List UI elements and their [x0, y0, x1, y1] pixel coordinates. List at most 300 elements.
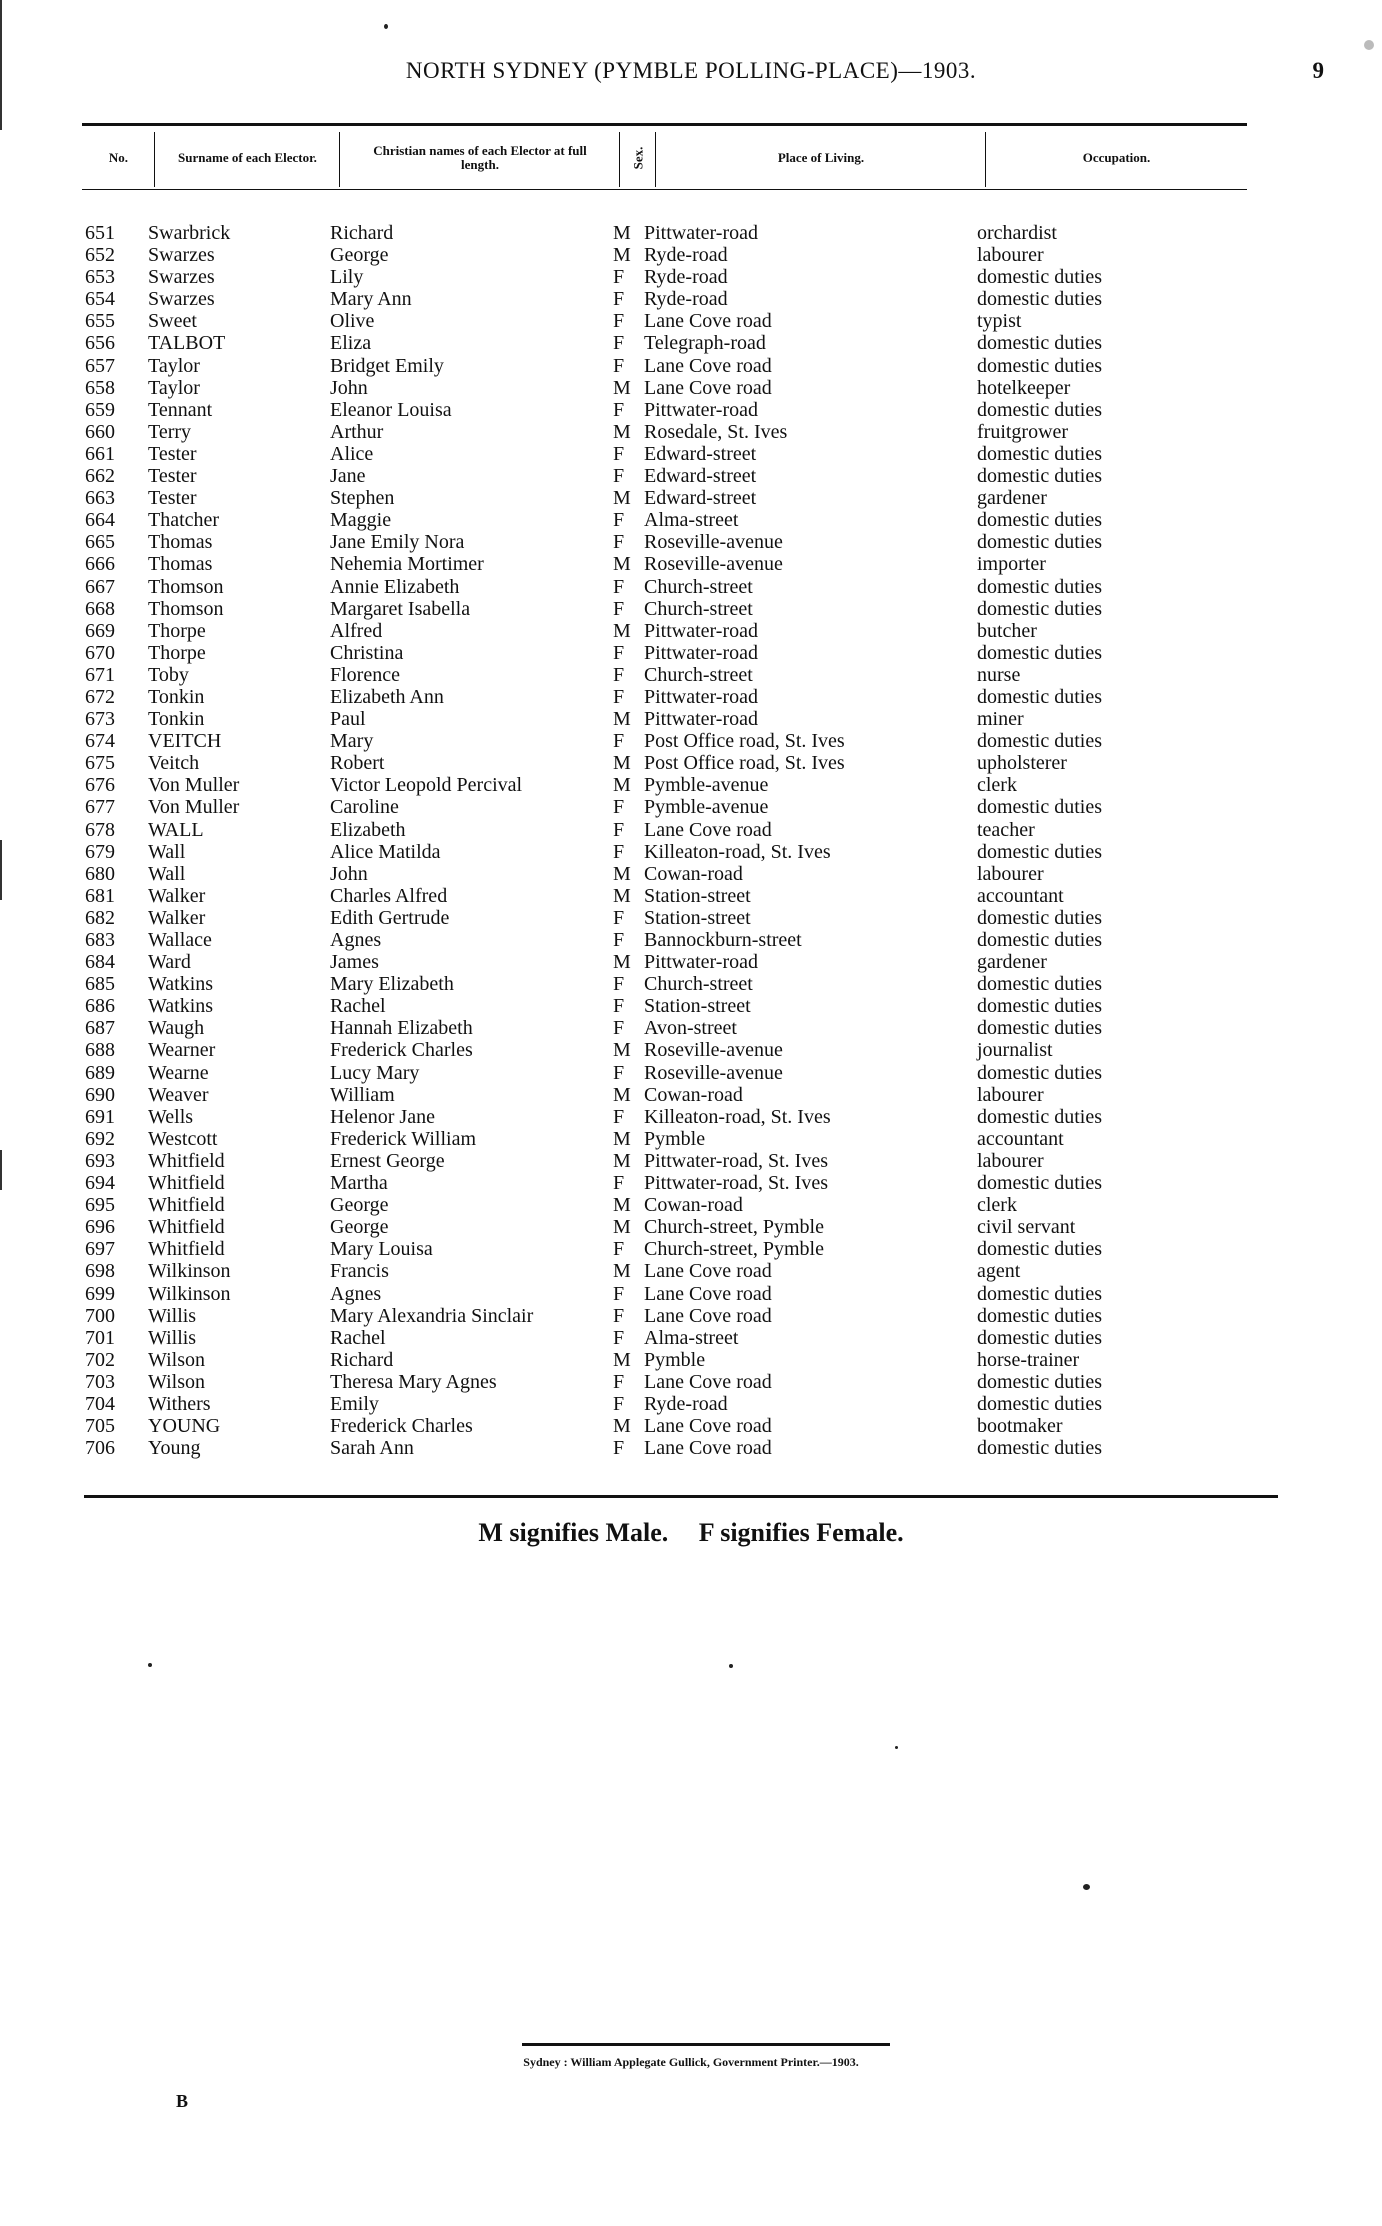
elector-occupation: domestic duties	[977, 398, 1102, 421]
table-row	[0, 1194, 1382, 1216]
elector-place: Pittwater-road	[644, 398, 759, 421]
table-row	[0, 377, 1382, 399]
elector-surname: Ward	[148, 951, 191, 974]
elector-place: Alma-street	[644, 509, 739, 532]
elector-surname: Watkins	[148, 973, 214, 996]
elector-surname: YOUNG	[148, 1415, 221, 1438]
elector-surname: Willis	[148, 1326, 197, 1349]
table-row	[0, 708, 1382, 730]
elector-occupation: domestic duties	[977, 531, 1102, 554]
elector-christian-names: Alice Matilda	[330, 840, 441, 863]
table-row	[0, 686, 1382, 708]
elector-occupation: domestic duties	[977, 509, 1102, 532]
table-row	[0, 907, 1382, 929]
elector-sex: F	[613, 575, 625, 598]
elector-place: Pittwater-road	[644, 222, 759, 244]
table-row	[0, 443, 1382, 465]
elector-christian-names: Arthur	[330, 420, 384, 443]
elector-surname: Walker	[148, 906, 206, 929]
page-number: 9	[1312, 58, 1324, 83]
elector-no: 696	[85, 1216, 115, 1239]
elector-no: 667	[85, 575, 115, 598]
table-row	[0, 399, 1382, 421]
elector-sex: F	[613, 1370, 625, 1393]
elector-sex: F	[613, 266, 625, 289]
elector-sex: M	[613, 420, 631, 443]
elector-surname: Tonkin	[148, 685, 205, 708]
elector-occupation: nurse	[977, 663, 1021, 686]
table-row	[0, 310, 1382, 332]
elector-no: 703	[85, 1370, 115, 1393]
table-row	[0, 796, 1382, 818]
elector-surname: Wilkinson	[148, 1282, 231, 1305]
elector-place: Ryde-road	[644, 244, 728, 267]
elector-surname: Watkins	[148, 995, 214, 1018]
elector-occupation: domestic duties	[977, 442, 1102, 465]
elector-surname: Swarzes	[148, 288, 215, 311]
elector-christian-names: Charles Alfred	[330, 884, 448, 907]
elector-christian-names: Mary Ann	[330, 288, 412, 311]
elector-christian-names: Rachel	[330, 995, 386, 1018]
elector-surname: Tester	[148, 465, 197, 488]
elector-occupation: journalist	[977, 1039, 1053, 1062]
table-row	[0, 841, 1382, 863]
elector-christian-names: George	[330, 1194, 389, 1217]
elector-place: Church-street	[644, 597, 753, 620]
elector-no: 686	[85, 995, 115, 1018]
col-header-occupation	[986, 126, 1247, 189]
elector-surname: Veitch	[148, 752, 200, 775]
elector-christian-names: William	[330, 1083, 395, 1106]
table-row	[0, 1371, 1382, 1393]
elector-christian-names: Sarah Ann	[330, 1437, 414, 1460]
elector-christian-names: Jane	[330, 465, 366, 488]
elector-no: 685	[85, 973, 115, 996]
elector-surname: Von Muller	[148, 774, 240, 797]
elector-surname: Tennant	[148, 398, 213, 421]
elector-christian-names: Elizabeth Ann	[330, 685, 444, 708]
sex-legend	[0, 1518, 1382, 1548]
elector-occupation: domestic duties	[977, 685, 1102, 708]
elector-occupation: domestic duties	[977, 730, 1102, 753]
elector-place: Church-street	[644, 663, 753, 686]
elector-sex: F	[613, 531, 625, 554]
elector-occupation: domestic duties	[977, 1017, 1102, 1040]
elector-occupation: labourer	[977, 244, 1044, 267]
elector-surname: Taylor	[148, 376, 200, 399]
table-row	[0, 1128, 1382, 1150]
elector-sex: M	[613, 222, 631, 244]
elector-sex: F	[613, 597, 625, 620]
elector-surname: WALL	[148, 818, 204, 841]
elector-surname: Tonkin	[148, 708, 205, 731]
legend-female: F signifies Female.	[698, 1518, 904, 1547]
elector-place: Cowan-road	[644, 862, 743, 885]
elector-place: Killeaton-road, St. Ives	[644, 1105, 831, 1128]
elector-surname: Thorpe	[148, 641, 206, 664]
elector-sex: M	[613, 951, 631, 974]
table-row	[0, 1017, 1382, 1039]
elector-christian-names: Richard	[330, 222, 394, 244]
elector-sex: F	[613, 730, 625, 753]
elector-no: 679	[85, 840, 115, 863]
elector-sex: F	[613, 929, 625, 951]
elector-sex: F	[613, 354, 625, 377]
elector-place: Lane Cove road	[644, 818, 772, 841]
table-row	[0, 752, 1382, 774]
elector-christian-names: Rachel	[330, 1326, 386, 1349]
table-row	[0, 664, 1382, 686]
elector-christian-names: Mary Alexandria Sinclair	[330, 1304, 534, 1327]
elector-occupation: bootmaker	[977, 1415, 1063, 1438]
elector-no: 681	[85, 884, 115, 907]
elector-surname: Von Muller	[148, 796, 240, 819]
table-row	[0, 1039, 1382, 1061]
elector-occupation: clerk	[977, 774, 1017, 797]
elector-occupation: upholsterer	[977, 752, 1067, 775]
elector-occupation: teacher	[977, 818, 1035, 841]
elector-christian-names: Robert	[330, 752, 385, 775]
table-row	[0, 819, 1382, 841]
elector-place: Cowan-road	[644, 1083, 743, 1106]
table-row	[0, 1260, 1382, 1282]
table-row	[0, 774, 1382, 796]
elector-place: Church-street	[644, 575, 753, 598]
elector-sex: F	[613, 332, 625, 355]
elector-sex: M	[613, 1194, 631, 1217]
elector-sex: M	[613, 487, 631, 510]
elector-christian-names: Eleanor Louisa	[330, 398, 452, 421]
elector-place: Roseville-avenue	[644, 1061, 783, 1084]
elector-surname: Walker	[148, 884, 206, 907]
elector-surname: Taylor	[148, 354, 200, 377]
elector-occupation: gardener	[977, 487, 1047, 510]
table-row	[0, 421, 1382, 443]
elector-no: 684	[85, 951, 115, 974]
elector-surname: Toby	[148, 663, 189, 686]
table-row	[0, 1283, 1382, 1305]
elector-no: 675	[85, 752, 115, 775]
elector-no: 680	[85, 862, 115, 885]
table-row	[0, 1349, 1382, 1371]
elector-christian-names: George	[330, 244, 389, 267]
elector-no: 677	[85, 796, 115, 819]
elector-surname: Thomas	[148, 531, 213, 554]
elector-occupation: domestic duties	[977, 1172, 1102, 1195]
elector-no: 654	[85, 288, 115, 311]
elector-place: Lane Cove road	[644, 1437, 772, 1460]
elector-no: 676	[85, 774, 115, 797]
elector-no: 673	[85, 708, 115, 731]
elector-christian-names: Stephen	[330, 487, 395, 510]
table-row	[0, 222, 1382, 244]
elector-christian-names: Paul	[330, 708, 366, 731]
elector-christian-names: Mary	[330, 730, 374, 753]
elector-place: Alma-street	[644, 1326, 739, 1349]
elector-place: Pittwater-road	[644, 685, 759, 708]
elector-place: Roseville-avenue	[644, 531, 783, 554]
elector-christian-names: Frederick William	[330, 1127, 477, 1150]
elector-sex: F	[613, 1437, 625, 1460]
elector-surname: Wall	[148, 840, 186, 863]
elector-occupation: domestic duties	[977, 1370, 1102, 1393]
elector-christian-names: Olive	[330, 310, 375, 333]
col-header-no	[82, 126, 155, 189]
elector-place: Pittwater-road	[644, 708, 759, 731]
table-row	[0, 1305, 1382, 1327]
elector-christian-names: John	[330, 376, 368, 399]
elector-occupation: domestic duties	[977, 1392, 1102, 1415]
elector-sex: F	[613, 641, 625, 664]
elector-christian-names: James	[330, 951, 379, 974]
col-header-no-label: No.	[108, 149, 129, 165]
elector-no: 669	[85, 619, 115, 642]
elector-surname: Willis	[148, 1304, 197, 1327]
elector-place: Ryde-road	[644, 288, 728, 311]
elector-sex: F	[613, 1172, 625, 1195]
elector-christian-names: Francis	[330, 1260, 389, 1283]
elector-occupation: fruitgrower	[977, 420, 1069, 443]
elector-no: 664	[85, 509, 115, 532]
table-row	[0, 288, 1382, 310]
elector-surname: Wallace	[148, 929, 212, 951]
elector-christian-names: Frederick Charles	[330, 1415, 473, 1438]
elector-christian-names: Agnes	[330, 1282, 382, 1305]
page-header	[0, 52, 1382, 92]
elector-no: 661	[85, 442, 115, 465]
elector-occupation: domestic duties	[977, 929, 1102, 951]
elector-christian-names: John	[330, 862, 368, 885]
elector-surname: Wall	[148, 862, 186, 885]
elector-no: 699	[85, 1282, 115, 1305]
elector-christian-names: Alfred	[330, 619, 383, 642]
elector-christian-names: Mary Louisa	[330, 1238, 433, 1261]
elector-place: Ryde-road	[644, 1392, 728, 1415]
elector-no: 670	[85, 641, 115, 664]
elector-no: 663	[85, 487, 115, 510]
elector-christian-names: Lily	[330, 266, 364, 289]
elector-occupation: domestic duties	[977, 973, 1102, 996]
elector-occupation: domestic duties	[977, 1105, 1102, 1128]
elector-occupation: gardener	[977, 951, 1047, 974]
elector-no: 682	[85, 906, 115, 929]
elector-no: 662	[85, 465, 115, 488]
table-row	[0, 973, 1382, 995]
table-row	[0, 1084, 1382, 1106]
elector-occupation: domestic duties	[977, 1282, 1102, 1305]
elector-place: Ryde-road	[644, 266, 728, 289]
elector-christian-names: Emily	[330, 1392, 379, 1415]
elector-surname: Thomson	[148, 575, 224, 598]
page-title: NORTH SYDNEY (PYMBLE POLLING-PLACE)—1903.	[405, 58, 977, 83]
elector-occupation: domestic duties	[977, 575, 1102, 598]
elector-occupation: domestic duties	[977, 288, 1102, 311]
table-row	[0, 620, 1382, 642]
elector-sex: M	[613, 619, 631, 642]
elector-no: 702	[85, 1348, 115, 1371]
table-row	[0, 885, 1382, 907]
elector-place: Cowan-road	[644, 1194, 743, 1217]
elector-place: Avon-street	[644, 1017, 737, 1040]
elector-surname: Thorpe	[148, 619, 206, 642]
printer-imprint: Sydney : William Applegate Gullick, Government Printer.—1903.	[523, 2055, 859, 2069]
elector-occupation: butcher	[977, 619, 1037, 642]
elector-sex: M	[613, 1216, 631, 1239]
elector-no: 672	[85, 685, 115, 708]
table-bottom-rule	[84, 1495, 1278, 1498]
elector-no: 700	[85, 1304, 115, 1327]
elector-no: 659	[85, 398, 115, 421]
elector-surname: Terry	[148, 420, 192, 443]
elector-christian-names: Jane Emily Nora	[330, 531, 465, 554]
elector-no: 666	[85, 553, 115, 576]
scan-speck	[1083, 1884, 1090, 1890]
elector-no: 687	[85, 1017, 115, 1040]
elector-sex: M	[613, 1127, 631, 1150]
elector-place: Edward-street	[644, 465, 757, 488]
elector-sex: F	[613, 1282, 625, 1305]
elector-sex: F	[613, 1061, 625, 1084]
elector-occupation: clerk	[977, 1194, 1017, 1217]
legend-male: M signifies Male.	[478, 1518, 669, 1547]
elector-occupation: domestic duties	[977, 1437, 1102, 1460]
elector-occupation: domestic duties	[977, 1326, 1102, 1349]
elector-surname: Tester	[148, 442, 197, 465]
elector-surname: Wilson	[148, 1370, 205, 1393]
elector-place: Station-street	[644, 995, 751, 1018]
elector-christian-names: Edith Gertrude	[330, 906, 450, 929]
elector-surname: VEITCH	[148, 730, 222, 753]
elector-occupation: civil servant	[977, 1216, 1076, 1239]
elector-place: Pymble-avenue	[644, 796, 769, 819]
elector-no: 688	[85, 1039, 115, 1062]
elector-surname: Thomson	[148, 597, 224, 620]
table-row	[0, 929, 1382, 951]
elector-no: 693	[85, 1149, 115, 1172]
scan-speck	[384, 24, 388, 29]
elector-place: Station-street	[644, 884, 751, 907]
elector-surname: Wearne	[148, 1061, 209, 1084]
elector-occupation: domestic duties	[977, 840, 1102, 863]
elector-christian-names: Caroline	[330, 796, 399, 819]
elector-sex: F	[613, 310, 625, 333]
elector-no: 651	[85, 222, 115, 244]
table-row	[0, 951, 1382, 973]
elector-surname: Thatcher	[148, 509, 220, 532]
elector-sex: F	[613, 1304, 625, 1327]
table-row	[0, 598, 1382, 620]
elector-place: Pymble	[644, 1127, 706, 1150]
elector-occupation: horse-trainer	[977, 1348, 1080, 1371]
table-row	[0, 1172, 1382, 1194]
elector-place: Lane Cove road	[644, 1370, 772, 1393]
elector-sex: F	[613, 1238, 625, 1261]
table-row	[0, 487, 1382, 509]
elector-no: 689	[85, 1061, 115, 1084]
elector-christian-names: Annie Elizabeth	[330, 575, 460, 598]
elector-christian-names: Christina	[330, 641, 404, 664]
elector-surname: Whitfield	[148, 1172, 225, 1195]
table-row	[0, 1238, 1382, 1260]
col-header-sex	[620, 126, 656, 189]
elector-place: Pittwater-road	[644, 619, 759, 642]
elector-surname: Swarzes	[148, 244, 215, 267]
elector-sex: F	[613, 288, 625, 311]
elector-no: 678	[85, 818, 115, 841]
elector-occupation: domestic duties	[977, 995, 1102, 1018]
elector-place: Post Office road, St. Ives	[644, 752, 845, 775]
elector-place: Pittwater-road, St. Ives	[644, 1149, 829, 1172]
table-row	[0, 509, 1382, 531]
elector-no: 690	[85, 1083, 115, 1106]
elector-occupation: domestic duties	[977, 1061, 1102, 1084]
elector-no: 691	[85, 1105, 115, 1128]
elector-surname: Whitfield	[148, 1149, 225, 1172]
elector-christian-names: Margaret Isabella	[330, 597, 471, 620]
elector-sex: F	[613, 509, 625, 532]
elector-christian-names: Eliza	[330, 332, 372, 355]
elector-christian-names: George	[330, 1216, 389, 1239]
elector-occupation: typist	[977, 310, 1022, 333]
elector-no: 704	[85, 1392, 115, 1415]
elector-place: Lane Cove road	[644, 1260, 772, 1283]
table-row	[0, 1327, 1382, 1349]
col-header-occupation-label: Occupation.	[1082, 149, 1151, 165]
elector-list	[0, 222, 1382, 1459]
elector-place: Roseville-avenue	[644, 1039, 783, 1062]
elector-sex: F	[613, 840, 625, 863]
elector-surname: Whitfield	[148, 1238, 225, 1261]
elector-sex: M	[613, 1260, 631, 1283]
elector-no: 665	[85, 531, 115, 554]
elector-surname: Wells	[148, 1105, 194, 1128]
table-row	[0, 642, 1382, 664]
table-header	[82, 126, 1247, 189]
elector-occupation: domestic duties	[977, 332, 1102, 355]
elector-place: Church-street, Pymble	[644, 1216, 824, 1239]
col-header-surname-label: Surname of each Elector.	[178, 149, 317, 165]
elector-sex: F	[613, 1326, 625, 1349]
elector-occupation: domestic duties	[977, 266, 1102, 289]
elector-sex: M	[613, 1083, 631, 1106]
elector-christian-names: Nehemia Mortimer	[330, 553, 484, 576]
elector-sex: F	[613, 398, 625, 421]
elector-surname: Swarbrick	[148, 222, 231, 244]
elector-christian-names: Maggie	[330, 509, 392, 532]
elector-sex: M	[613, 708, 631, 731]
scan-edge-mark	[0, 0, 2, 130]
elector-sex: M	[613, 1348, 631, 1371]
elector-surname: Waugh	[148, 1017, 205, 1040]
elector-no: 692	[85, 1127, 115, 1150]
elector-place: Lane Cove road	[644, 354, 772, 377]
elector-christian-names: Alice	[330, 442, 374, 465]
elector-place: Church-street	[644, 973, 753, 996]
elector-surname: TALBOT	[148, 332, 226, 355]
signature-mark: B	[176, 2091, 189, 2111]
table-row	[0, 1150, 1382, 1172]
elector-sex: M	[613, 1039, 631, 1062]
elector-surname: Wearner	[148, 1039, 216, 1062]
scan-speck	[895, 1746, 898, 1749]
elector-sex: M	[613, 1149, 631, 1172]
elector-place: Pymble-avenue	[644, 774, 769, 797]
table-row	[0, 1106, 1382, 1128]
elector-occupation: labourer	[977, 1149, 1044, 1172]
elector-surname: Whitfield	[148, 1194, 225, 1217]
elector-place: Station-street	[644, 906, 751, 929]
table-row	[0, 465, 1382, 487]
